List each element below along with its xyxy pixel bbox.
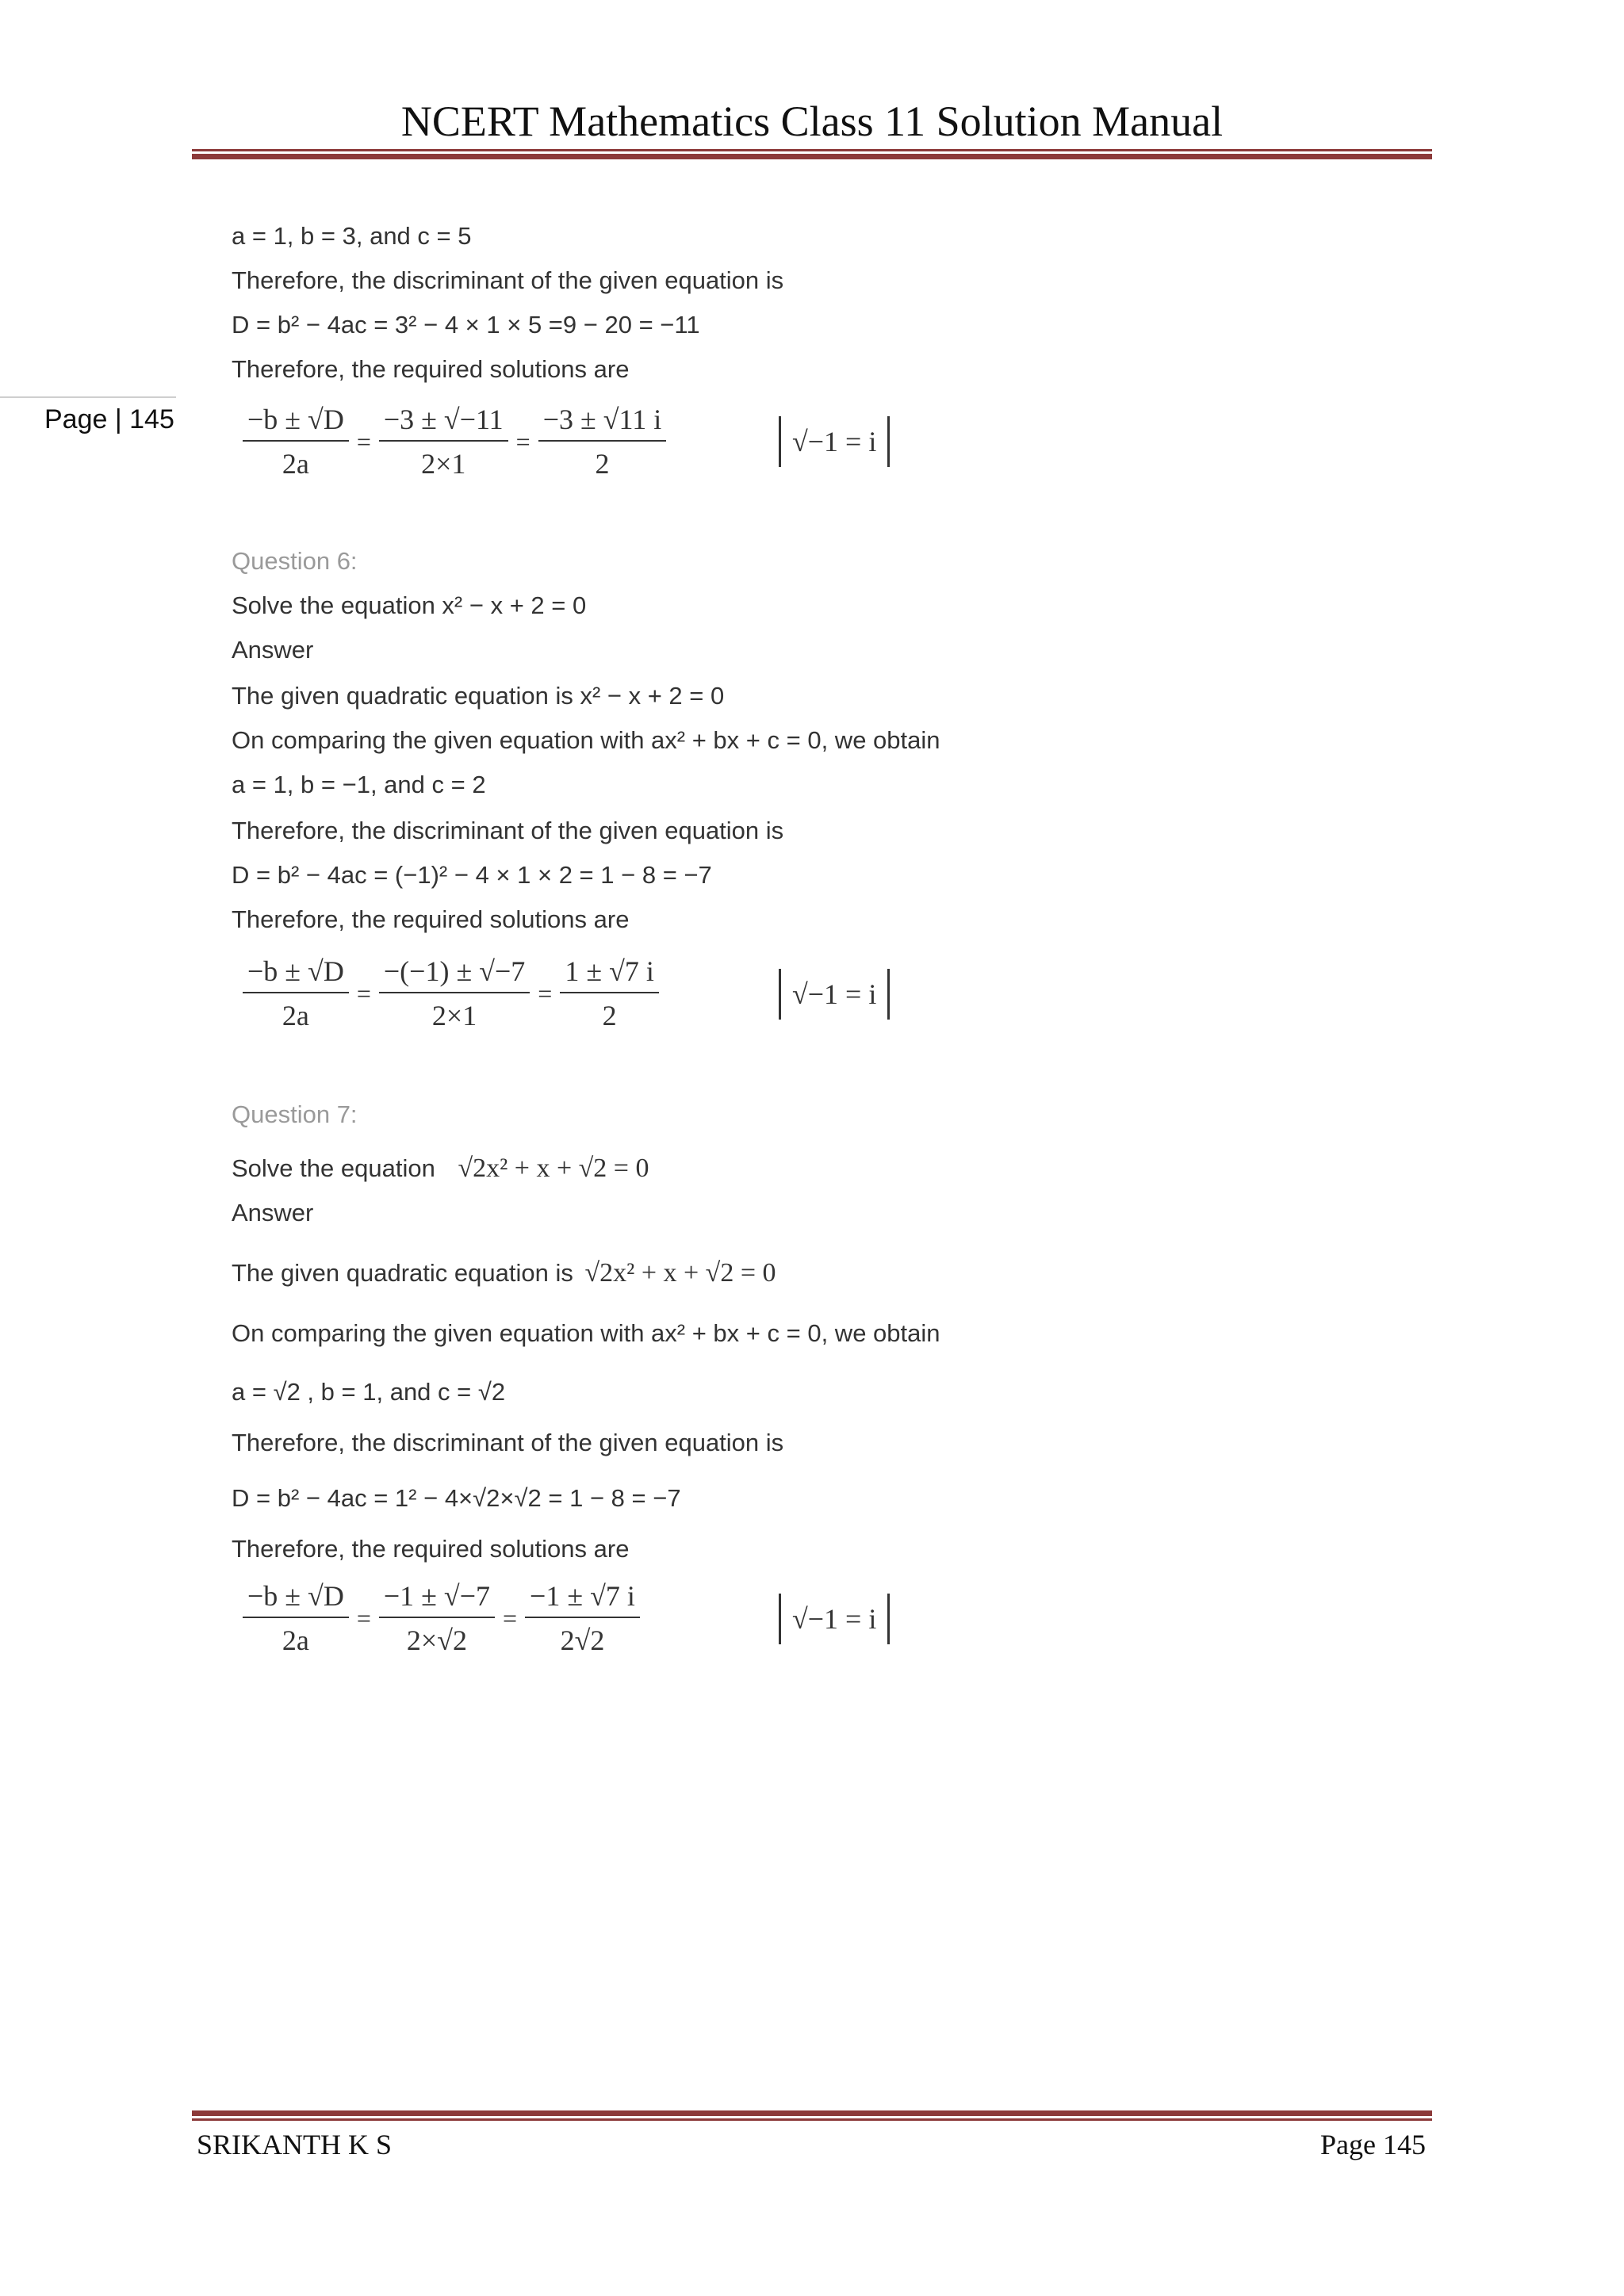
fraction: $\frac{-3 \pm √-11}{2\times 1}$ <box>379 404 508 480</box>
note-box: √−1 = i <box>779 1594 890 1644</box>
footer-author: SRIKANTH K S <box>197 2129 393 2160</box>
footer-rule-thin <box>192 2118 1432 2121</box>
compare-line: On comparing the given equation with ax² + bx + c = 0, we obtain <box>232 726 940 754</box>
coefficients-line: a = √2 , b = 1, and c = √2 <box>232 1378 506 1406</box>
discriminant-line: D = b² − 4ac = (−1)² − 4 × 1 × 2 = 1 − 8 = −7 <box>232 861 712 889</box>
discriminant-intro: Therefore, the discriminant of the given equation is <box>232 266 784 294</box>
fraction: $\frac{-(-1) \pm √-7}{2\times 1}$ <box>379 955 530 1031</box>
header-rule-thin <box>192 149 1432 151</box>
solution-formula: $\frac{-b \pm √D}{2a}$ = $\frac{-(-1) \pm √-7}{2\times 1}$ = $\frac{1 \pm √7 i}{2}$ <box>239 950 662 1037</box>
answer-label: Answer <box>232 636 314 664</box>
header-rule-thick <box>192 154 1432 159</box>
coefficients-line: a = 1, b = −1, and c = 2 <box>232 771 486 798</box>
footer-page-number: Page 145 <box>1320 2129 1426 2160</box>
note-box: √−1 = i <box>779 416 890 467</box>
solution-formula: $\frac{-b \pm √D}{2a}$ = $\frac{-3 \pm √-11}{2\times 1}$ = $\frac{-3 \pm √11 i}{2}$ <box>239 398 669 485</box>
question-7-heading: Question 7: <box>232 1100 358 1128</box>
answer-label: Answer <box>232 1199 314 1226</box>
fraction: $\frac{-3 \pm √11 i}{2}$ <box>538 404 666 480</box>
page-header-title: NCERT Mathematics Class 11 Solution Manual <box>400 98 1224 145</box>
discriminant-line: D = b² − 4ac = 1² − 4×√2×√2 = 1 − 8 = −7 <box>232 1484 681 1512</box>
question-7-problem: Solve the equation √2x² + x + √2 = 0 <box>232 1154 649 1183</box>
given-equation: The given quadratic equation is √2x² + x + √2 = 0 <box>232 1258 776 1288</box>
discriminant-line: D = b² − 4ac = 3² − 4 × 1 × 5 =9 − 20 = −11 <box>232 311 700 339</box>
note-box: √−1 = i <box>779 969 890 1020</box>
fraction: $\frac{-1 \pm √-7}{2\times√2}$ <box>379 1580 495 1656</box>
fraction: $\frac{1 \pm √7 i}{2}$ <box>560 955 659 1031</box>
solutions-intro: Therefore, the required solutions are <box>232 905 630 933</box>
given-equation: The given quadratic equation is x² − x + 2 = 0 <box>232 682 725 710</box>
question-6-heading: Question 6: <box>232 547 358 575</box>
side-divider <box>0 396 176 398</box>
fraction: $\frac{-b \pm √D}{2a}$ <box>243 955 349 1031</box>
fraction: $\frac{-b \pm √D}{2a}$ <box>243 1580 349 1656</box>
solution-formula: $\frac{-b \pm √D}{2a}$ = $\frac{-1 \pm √-7}{2\times√2}$ = $\frac{-1 \pm √7 i}{2√2}$ <box>239 1575 643 1662</box>
coefficients-line: a = 1, b = 3, and c = 5 <box>232 222 472 250</box>
solutions-intro: Therefore, the required solutions are <box>232 355 630 383</box>
discriminant-intro: Therefore, the discriminant of the given equation is <box>232 817 784 844</box>
fraction: $\frac{-b \pm √D}{2a}$ <box>243 404 349 480</box>
solutions-intro: Therefore, the required solutions are <box>232 1535 630 1563</box>
question-6-problem: Solve the equation x² − x + 2 = 0 <box>232 591 587 619</box>
discriminant-intro: Therefore, the discriminant of the given equation is <box>232 1429 784 1456</box>
fraction: $\frac{-1 \pm √7 i}{2√2}$ <box>525 1580 640 1656</box>
compare-line: On comparing the given equation with ax² + bx + c = 0, we obtain <box>232 1319 940 1347</box>
side-page-label: Page | 145 <box>44 404 174 434</box>
footer-rule-thick <box>192 2110 1432 2116</box>
